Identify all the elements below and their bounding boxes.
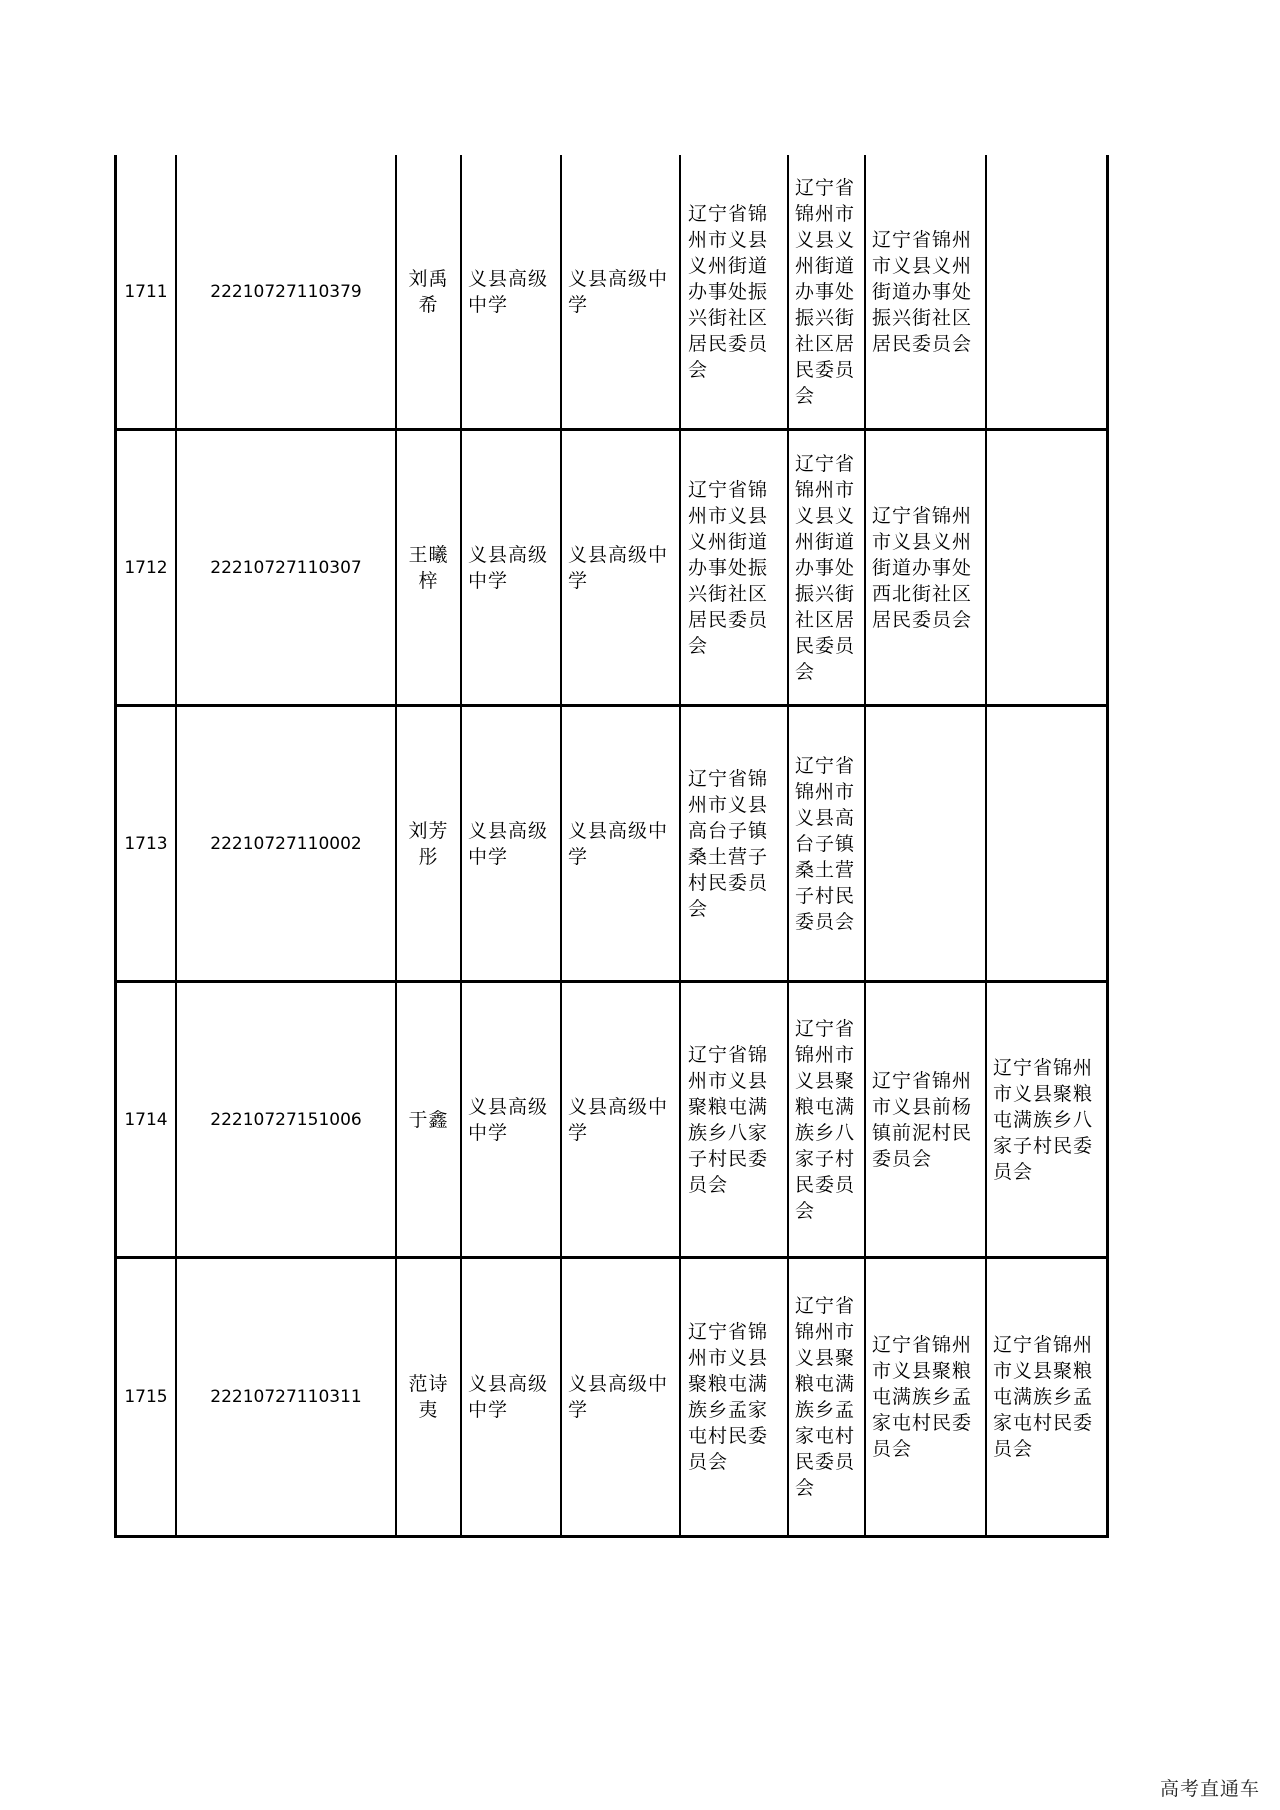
address2-cell: 辽宁省锦州市义县义州街道办事处振兴街社区居民委员会 [789, 431, 866, 707]
graduation-school-cell: 义县高级中学 [462, 1259, 562, 1535]
name-cell: 刘芳彤 [397, 707, 462, 983]
exam-number-cell: 22210727110311 [177, 1259, 397, 1535]
address2-cell: 辽宁省锦州市义县聚粮屯满族乡八家子村民委员会 [789, 983, 866, 1259]
graduation-school-cell: 义县高级中学 [462, 707, 562, 983]
address4-cell: 辽宁省锦州市义县聚粮屯满族乡孟家屯村民委员会 [993, 1334, 1094, 1460]
graduation-school-cell: 义县高级中学 [462, 983, 562, 1259]
seq-cell: 1712 [117, 431, 177, 707]
address1-cell: 辽宁省锦州市义县高台子镇桑土营子村民委员会 [681, 707, 789, 983]
school-cell: 义县高级中学 [562, 707, 681, 983]
name-cell: 王曦梓 [397, 431, 462, 707]
school-cell: 义县高级中学 [562, 431, 681, 707]
seq-cell: 1713 [117, 707, 177, 983]
address4-cell: 辽宁省锦州市义县聚粮屯满族乡八家子村民委员会 [987, 983, 1106, 1259]
address2-cell: 辽宁省锦州市义县义州街道办事处振兴街社区居民委员会 [789, 155, 866, 431]
graduation-school-cell: 义县高级中学 [462, 155, 562, 431]
address3-cell [866, 707, 987, 983]
name-cell: 刘禹希 [397, 155, 462, 431]
address1-cell: 辽宁省锦州市义县聚粮屯满族乡孟家屯村民委员会 [681, 1259, 789, 1535]
school-cell: 义县高级中学 [562, 155, 681, 431]
name-cell: 于鑫 [397, 983, 462, 1259]
watermark-text: 高考直通车 [1159, 1778, 1260, 1800]
address3-cell: 辽宁省锦州市义县义州街道办事处振兴街社区居民委员会 [866, 155, 987, 431]
address3-cell: 辽宁省锦州市义县义州街道办事处西北街社区居民委员会 [866, 431, 987, 707]
address1-cell: 辽宁省锦州市义县义州街道办事处振兴街社区居民委员会 [681, 155, 789, 431]
seq-cell: 1711 [117, 155, 177, 431]
address4-cell [987, 707, 1106, 983]
address2-cell: 辽宁省锦州市义县聚粮屯满族乡孟家屯村民委员会 [789, 1259, 866, 1535]
exam-number-cell: 22210727151006 [177, 983, 397, 1259]
name-cell: 范诗夷 [397, 1259, 462, 1535]
seq-cell: 1714 [117, 983, 177, 1259]
school-cell: 义县高级中学 [562, 1259, 681, 1535]
address3-cell: 辽宁省锦州市义县前杨镇前泥村民委员会 [866, 983, 987, 1259]
address3-cell: 辽宁省锦州市义县聚粮屯满族乡孟家屯村民委员会 [866, 1259, 987, 1535]
seq-cell: 1715 [117, 1259, 177, 1535]
exam-number-cell: 22210727110002 [177, 707, 397, 983]
exam-number-cell: 22210727110307 [177, 431, 397, 707]
address1-cell: 辽宁省锦州市义县聚粮屯满族乡八家子村民委员会 [681, 983, 789, 1259]
address2-cell: 辽宁省锦州市义县高台子镇桑土营子村民委员会 [789, 707, 866, 983]
school-cell: 义县高级中学 [562, 983, 681, 1259]
address4-cell [987, 431, 1106, 707]
data-table [114, 155, 1109, 1538]
address4-cell [987, 155, 1106, 431]
graduation-school-cell: 义县高级中学 [462, 431, 562, 707]
exam-number-cell: 22210727110379 [177, 155, 397, 431]
address1-cell: 辽宁省锦州市义县义州街道办事处振兴街社区居民委员会 [681, 431, 789, 707]
